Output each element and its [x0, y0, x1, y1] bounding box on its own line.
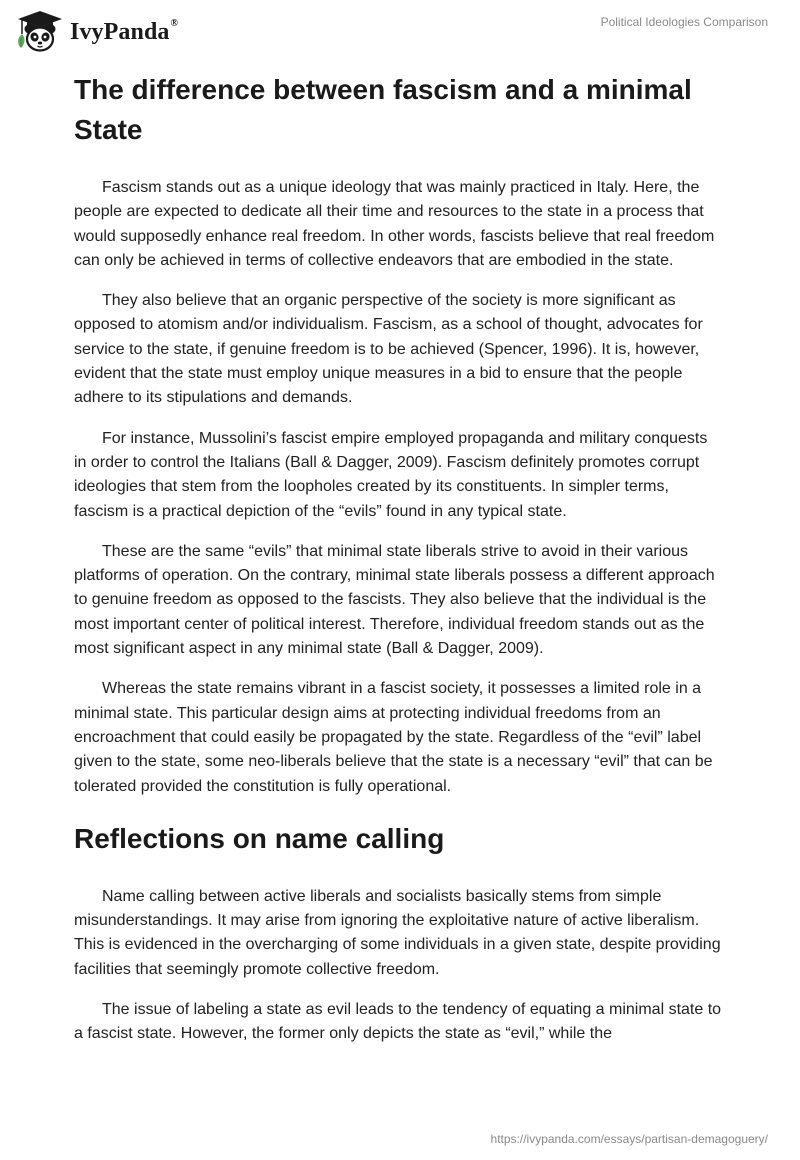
section-heading-name-calling: Reflections on name calling: [74, 822, 445, 854]
paragraph: The issue of labeling a state as evil leads to the tendency of equating a minimal state to a fascist state. However, the former only depicts the state as “evil,” while the: [74, 1001, 722, 1043]
ivypanda-logo[interactable]: [14, 8, 178, 54]
paragraph: These are the same “evils” that minimal state liberals strive to avoid in their various platforms of operation. On the contrary, minimal state liberals possess a different approach to genuine freedom as opposed to the fascists. They also believe that the individual is the most important center of political interest. Therefore, individual freedom stands out as the most significant aspect in any minimal state (Ball & Dagger, 2009).: [74, 542, 715, 658]
essay-content: [74, 70, 722, 1063]
paragraph: For instance, Mussolini’s fascist empire employed propaganda and military conquests in order to control the Italians (Ball & Dagger, 2009). Fascism definitely promotes corrupt ideologies that stem from the loopholes created by its constituents. In simpler terms, fascism is a practical depiction of the “evils” found in any typical state.: [74, 429, 708, 520]
paragraph: They also believe that an organic perspective of the society is more significant as opposed to atomism and/or individualism. Fascism, as a school of thought, advocates for service to the state, if genuine freedom is to be achieved (Spencer, 1996). It is, however, evident that the state must employ unique measures in a bid to ensure that the people adhere to its stipulations and demands.: [74, 292, 703, 407]
running-title: Political Ideologies Comparison: [600, 15, 768, 29]
panda-graduate-logo-icon: [14, 8, 66, 54]
paragraph: Fascism stands out as a unique ideology that was mainly practiced in Italy. Here, the people are expected to dedicate all their time and resources to the state in a process that would supposedly enhance real freedom. In other words, fascists believe that real freedom can only be achieved in terms of collective endeavors that are embodied in the state.: [74, 179, 715, 269]
source-url[interactable]: https://ivypanda.com/essays/partisan-demagoguery/: [490, 1132, 768, 1146]
registered-mark: ®: [170, 17, 179, 29]
paragraph: Whereas the state remains vibrant in a fascist society, it possesses a limited role in a minimal state. This particular design aims at protecting individual freedoms from an encroachment that could easily be propagated by the state. Regardless of the “evil” label given to the state, some neo-liberals believe that the state is a necessary “evil” that can be tolerated provided the constitution is fully operational.: [74, 680, 713, 795]
page-header: [0, 0, 800, 64]
paragraph: Name calling between active liberals and socialists basically stems from simple misunderstandings. It may arise from ignoring the exploitative nature of active liberalism. This is evidenced in the overcharging of some individuals in a given state, despite providing facilities that seemingly promote collective freedom.: [74, 887, 721, 978]
section-heading-fascism-minimal-state: The difference between fascism and a minimal State: [74, 74, 692, 145]
brand-name: IvyPanda®: [70, 17, 179, 45]
